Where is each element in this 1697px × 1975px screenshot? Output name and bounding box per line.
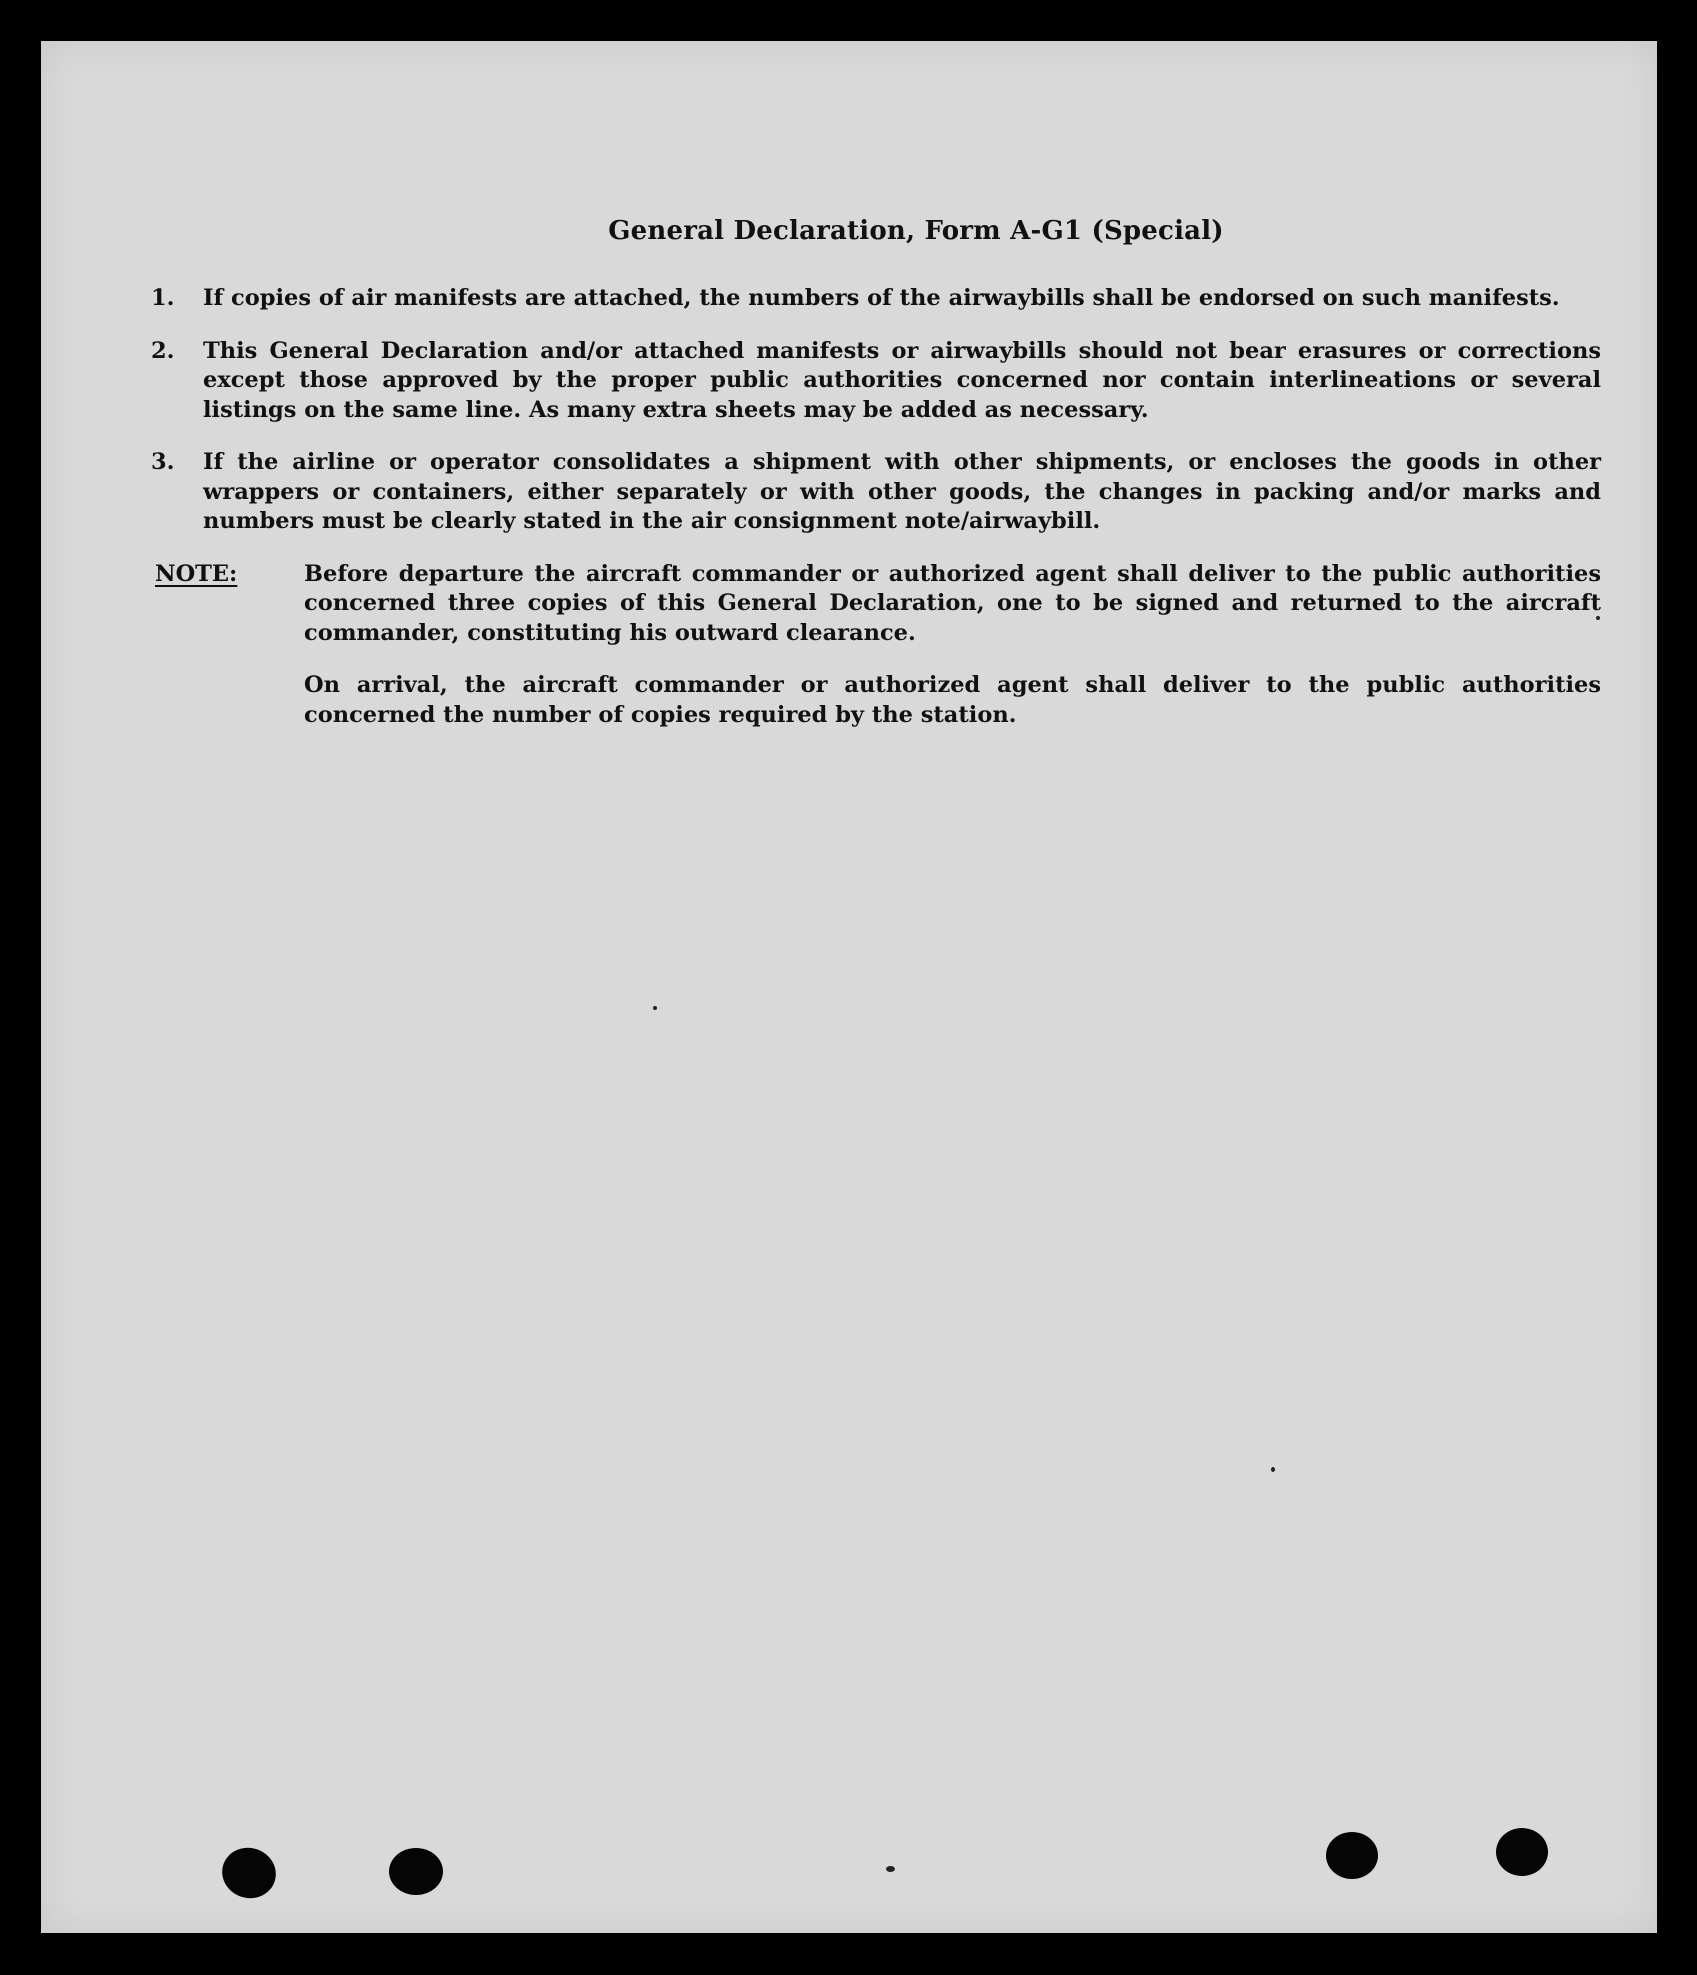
dust-speck [1271,1467,1275,1472]
document-body [151,216,1601,753]
paper-sheet [41,41,1657,1933]
dust-speck [653,1006,657,1010]
item-number: 2. [151,337,175,364]
instruction-item-3 [151,448,1601,537]
punch-hole [389,1848,443,1895]
note-section [151,560,1601,731]
instruction-item-1 [151,284,1601,314]
item-text: If the airline or operator consolidates a shipment with other shipments, or encloses the goods in other wrappers or containers, either separately or with other goods, the changes in packing and/or marks and numbers must be clearly stated in the air consignment note/airwaybill. [203,449,1601,534]
item-number: 1. [151,285,175,311]
document-title: General Declaration, Form A-G1 (Special) [608,216,1224,246]
punch-hole [1326,1832,1378,1879]
dust-speck [1596,616,1600,620]
note-paragraph-1: Before departure the aircraft commander or authorized agent shall deliver to the public authorities concerned three copies of this General Declaration, one to be signed and returned to the aircraft commander, constituting his outward clearance. [304,560,1601,646]
note-label: NOTE: [155,560,238,587]
item-text: This General Declaration and/or attached manifests or airwaybills should not bear erasures or corrections except those approved by the proper public authorities concerned nor contain interlineations or several listings on the same line. As many extra sheets may be added as necessary. [203,337,1601,423]
note-paragraph-2: On arrival, the aircraft commander or authorized agent shall deliver to the public authorities concerned the number of copies required by the station. [304,672,1601,728]
item-text: If copies of air manifests are attached, the numbers of the airwaybills shall be endorsed on such manifests. [203,285,1560,311]
instruction-item-2 [151,337,1601,426]
punch-hole [1496,1828,1548,1876]
item-number: 3. [151,449,175,475]
dust-speck [886,1866,895,1872]
